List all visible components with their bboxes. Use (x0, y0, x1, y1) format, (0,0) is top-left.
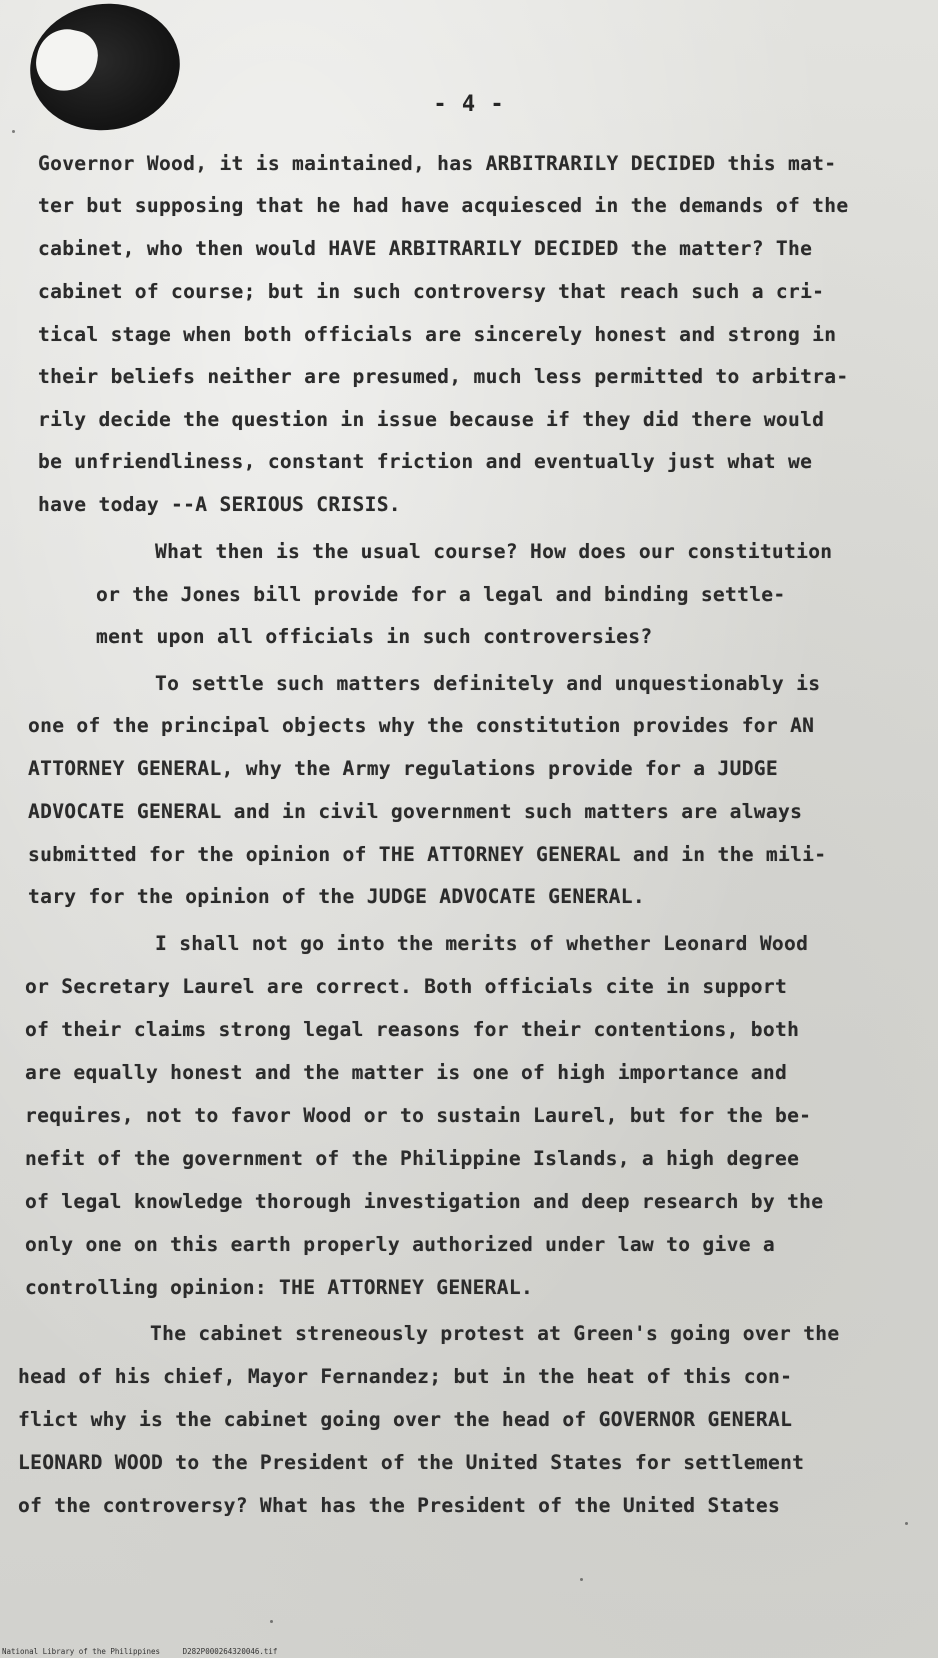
scan-speck (270, 1620, 273, 1623)
text-line: requires, not to favor Wood or to sustain Laurel, but for the be- (25, 1104, 812, 1127)
text-line: or the Jones bill provide for a legal and binding settle- (96, 583, 786, 606)
scan-speck (580, 1578, 583, 1581)
text-line: flict why is the cabinet going over the head of GOVERNOR GENERAL (18, 1408, 793, 1431)
text-line: have today --A SERIOUS CRISIS. (38, 493, 401, 516)
text-line: head of his chief, Mayor Fernandez; but in the heat of this con- (18, 1365, 793, 1388)
text-line: or Secretary Laurel are correct. Both officials cite in support (25, 975, 788, 998)
text-line: of the controversy? What has the President of the United States (18, 1494, 781, 1517)
text-line: cabinet, who then would HAVE ARBITRARILY DECIDED the matter? The (38, 237, 813, 260)
text-line: To settle such matters definitely and unquestionably is (155, 672, 821, 695)
text-line: The cabinet streneously protest at Green's going over the (150, 1322, 840, 1345)
text-line: their beliefs neither are presumed, much less permitted to arbitra- (38, 365, 849, 388)
text-line: of legal knowledge thorough investigation and deep research by the (25, 1190, 824, 1213)
text-line: tary for the opinion of the JUDGE ADVOCATE GENERAL. (28, 885, 645, 908)
text-line: What then is the usual course? How does our constitution (155, 540, 833, 563)
text-line: nefit of the government of the Philippine Islands, a high degree (25, 1147, 800, 1170)
text-line: tical stage when both officials are sincerely honest and strong in (38, 323, 837, 346)
text-line: Governor Wood, it is maintained, has ARBITRARILY DECIDED this mat- (38, 152, 837, 175)
text-line: I shall not go into the merits of whether Leonard Wood (155, 932, 809, 955)
text-line: ter but supposing that he had have acquiesced in the demands of the (38, 194, 849, 217)
text-line: of their claims strong legal reasons for their contentions, both (25, 1018, 800, 1041)
text-line: be unfriendliness, constant friction and eventually just what we (38, 450, 813, 473)
text-line: ADVOCATE GENERAL and in civil government such matters are always (28, 800, 803, 823)
scan-speck (12, 130, 15, 133)
page-number: - 4 - (433, 92, 505, 117)
text-line: controlling opinion: THE ATTORNEY GENERAL. (25, 1276, 534, 1299)
text-line: one of the principal objects why the constitution provides for AN (28, 714, 815, 737)
text-line: submitted for the opinion of THE ATTORNEY GENERAL and in the mili- (28, 843, 827, 866)
text-line: are equally honest and the matter is one of high importance and (25, 1061, 788, 1084)
text-line: ment upon all officials in such controversies? (96, 625, 653, 648)
punch-hole-mark (22, 0, 188, 140)
scan-footer: National Library of the Philippines D282P000264320046.tif (2, 1647, 278, 1656)
text-line: cabinet of course; but in such controversy that reach such a cri- (38, 280, 825, 303)
text-line: ATTORNEY GENERAL, why the Army regulations provide for a JUDGE (28, 757, 778, 780)
text-line: rily decide the question in issue because if they did there would (38, 408, 825, 431)
scan-speck (905, 1522, 908, 1525)
text-line: LEONARD WOOD to the President of the United States for settlement (18, 1451, 805, 1474)
text-line: only one on this earth properly authorized under law to give a (25, 1233, 775, 1256)
